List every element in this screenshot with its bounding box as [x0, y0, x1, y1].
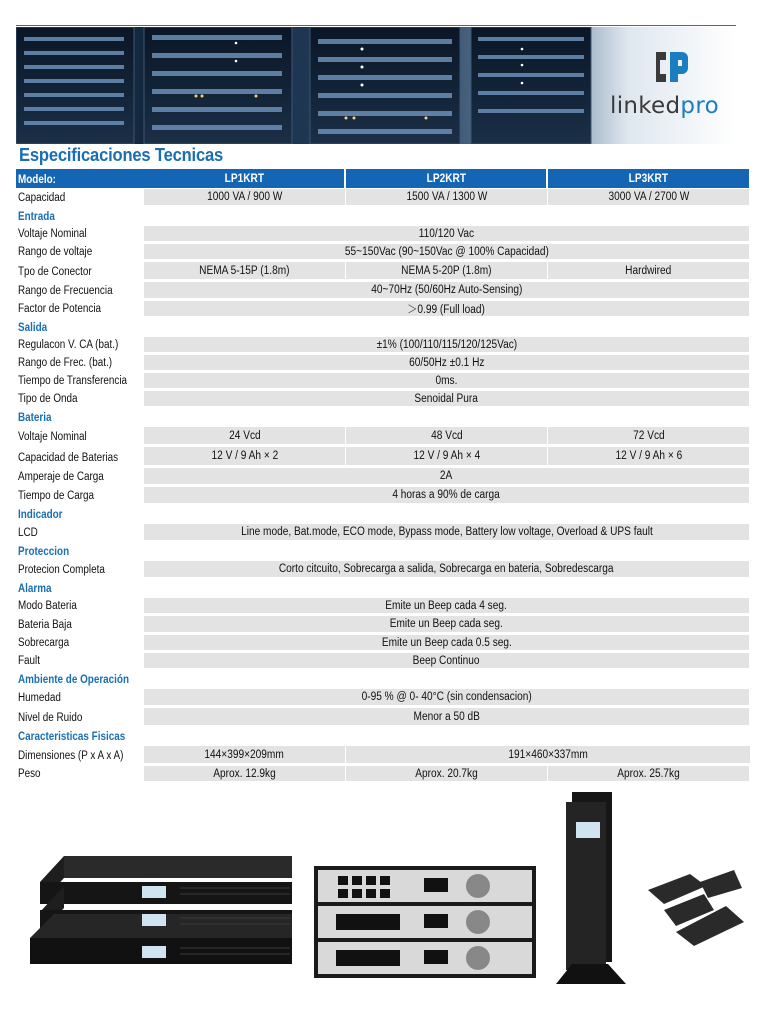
- stand-feet-image: [648, 870, 744, 946]
- section-heading: Proteccion: [18, 546, 70, 558]
- spec-value: Menor a 50 dB: [144, 708, 749, 725]
- spec-row-tiempo-de-transferencia: [16, 372, 749, 390]
- spec-value: NEMA 5-20P (1.8m): [346, 262, 547, 279]
- spec-value: 3000 VA / 2700 W: [548, 189, 749, 205]
- spec-row-humedad: [16, 688, 749, 707]
- tower-ups-image: [556, 792, 626, 984]
- spec-row-rango-de-voltaje: [16, 243, 749, 261]
- spec-label: Tipo de Onda: [18, 393, 78, 405]
- spec-label: Protecion Completa: [18, 564, 105, 576]
- product-images: [0, 790, 768, 990]
- spec-value: 2A: [144, 468, 749, 484]
- spec-value: 191×460×337mm: [346, 746, 750, 763]
- spec-row-lcd: [16, 523, 749, 542]
- spec-value: 1500 VA / 1300 W: [346, 189, 547, 205]
- spec-label: Nivel de Ruido: [18, 712, 83, 724]
- spec-row-dimensiones-p-x-a-x-a: [16, 745, 749, 765]
- rack-ups-stack-image: [30, 856, 292, 964]
- spec-value: 12 V / 9 Ah × 4: [346, 447, 547, 465]
- spec-label: Factor de Potencia: [18, 303, 102, 315]
- spec-row-sobrecarga: [16, 634, 749, 652]
- spec-value: 4 horas a 90% de carga: [144, 487, 749, 503]
- section-caracteristicas-fisicas: [16, 727, 749, 745]
- section-entrada: [16, 207, 749, 225]
- spec-row-fault: [16, 652, 749, 670]
- spec-label: Tiempo de Transferencia: [18, 375, 128, 387]
- spec-value: 144×399×209mm: [144, 746, 345, 763]
- spec-value: Emite un Beep cada 0.5 seg.: [144, 635, 749, 650]
- spec-row-peso: [16, 765, 749, 783]
- spec-row-factor-de-potencia: [16, 300, 749, 318]
- spec-row-amperaje-de-carga: [16, 467, 749, 486]
- logo-wordmark: linkedpro: [610, 93, 719, 119]
- section-heading: Alarma: [18, 583, 52, 595]
- spec-label: Sobrecarga: [18, 637, 70, 649]
- header-label: Modelo:: [18, 174, 56, 186]
- page-title: Especificaciones Tecnicas: [19, 145, 224, 165]
- spec-value: 60/50Hz ±0.1 Hz: [144, 355, 749, 370]
- spec-row-tipo-de-onda: [16, 390, 749, 408]
- spec-header-row: [16, 169, 749, 188]
- spec-label: Rango de voltaje: [18, 246, 93, 258]
- spec-row-regulacon-v-ca-bat: [16, 336, 749, 354]
- section-indicador: [16, 505, 749, 523]
- spec-label: Dimensiones (P x A x A): [18, 750, 124, 762]
- spec-label: Amperaje de Carga: [18, 471, 104, 483]
- spec-label: Humedad: [18, 692, 61, 704]
- spec-value: 72 Vcd: [548, 427, 749, 444]
- header-separator: [344, 169, 346, 188]
- spec-value: 24 Vcd: [144, 427, 345, 444]
- spec-row-voltaje-nominal: [16, 426, 749, 446]
- model-header-lp3krt: LP3KRT: [548, 169, 749, 188]
- spec-row-voltaje-nominal: [16, 225, 749, 243]
- spec-value: Aprox. 12.9kg: [144, 766, 345, 781]
- spec-row-rango-de-frec-bat: [16, 354, 749, 372]
- spec-value: Hardwired: [548, 262, 749, 279]
- spec-row-bateria-baja: [16, 615, 749, 634]
- spec-label: Bateria Baja: [18, 619, 72, 631]
- section-heading: Salida: [18, 322, 48, 334]
- spec-value: Aprox. 25.7kg: [548, 766, 749, 781]
- spec-value: Senoidal Pura: [144, 391, 749, 406]
- spec-value: 48 Vcd: [346, 427, 547, 444]
- spec-label: Voltaje Nominal: [18, 228, 87, 240]
- spec-value: 0ms.: [144, 373, 749, 388]
- spec-row-rango-de-frecuencia: [16, 281, 749, 300]
- spec-table: [16, 169, 749, 783]
- spec-value: ＞0.99 (Full load): [144, 301, 749, 316]
- spec-label: Peso: [18, 768, 41, 780]
- spec-label: Tpo de Conector: [18, 266, 92, 278]
- spec-label: Modo Bateria: [18, 600, 77, 612]
- spec-value: 12 V / 9 Ah × 2: [144, 447, 345, 465]
- spec-label: LCD: [18, 527, 38, 539]
- spec-value: 0-95 % @ 0- 40°C (sin condensacion): [144, 689, 749, 705]
- spec-value: Beep Continuo: [144, 653, 749, 668]
- spec-row-modo-bateria: [16, 597, 749, 615]
- spec-row-nivel-de-ruido: [16, 707, 749, 727]
- section-ambiente-de-operacion: [16, 670, 749, 688]
- spec-value: 40~70Hz (50/60Hz Auto-Sensing): [144, 282, 749, 298]
- spec-value: NEMA 5-15P (1.8m): [144, 262, 345, 279]
- spec-value: Emite un Beep cada seg.: [144, 616, 749, 632]
- spec-value: ±1% (100/110/115/120/125Vac): [144, 337, 749, 352]
- spec-label: Rango de Frecuencia: [18, 285, 113, 297]
- spec-value: 1000 VA / 900 W: [144, 189, 345, 205]
- section-proteccion: [16, 542, 749, 560]
- spec-value: Aprox. 20.7kg: [346, 766, 547, 781]
- section-heading: Caracteristicas Fisicas: [18, 731, 126, 743]
- section-heading: Indicador: [18, 509, 63, 521]
- spec-value: 55~150Vac (90~150Vac @ 100% Capacidad): [144, 244, 749, 259]
- section-alarma: [16, 579, 749, 597]
- spec-row-capacidad-de-baterias: [16, 446, 749, 467]
- top-rule: [16, 25, 736, 26]
- model-header-lp2krt: LP2KRT: [346, 169, 547, 188]
- spec-value: Emite un Beep cada 4 seg.: [144, 598, 749, 613]
- spec-row-tpo-de-conector: [16, 261, 749, 281]
- spec-label: Voltaje Nominal: [18, 431, 87, 443]
- section-salida: [16, 318, 749, 336]
- spec-label: Capacidad: [18, 192, 66, 204]
- spec-row-protecion-completa: [16, 560, 749, 579]
- spec-row-capacidad: [16, 188, 749, 207]
- spec-label: Regulacon V. CA (bat.): [18, 339, 119, 351]
- spec-label: Tiempo de Carga: [18, 490, 95, 502]
- section-bateria: [16, 408, 749, 426]
- spec-label: Fault: [18, 655, 40, 667]
- section-heading: Ambiente de Operación: [18, 674, 130, 686]
- section-heading: Entrada: [18, 211, 55, 223]
- spec-value: Corto citcuito, Sobrecarga a salida, Sobrecarga en bateria, Sobredescarga: [144, 561, 749, 577]
- section-heading: Bateria: [18, 412, 52, 424]
- spec-label: Rango de Frec. (bat.): [18, 357, 113, 369]
- spec-label: Capacidad de Baterias: [18, 452, 119, 464]
- spec-row-tiempo-de-carga: [16, 486, 749, 505]
- spec-value: Line mode, Bat.mode, ECO mode, Bypass mode, Battery low voltage, Overload & UPS fault: [144, 524, 749, 540]
- spec-value: 110/120 Vac: [144, 226, 749, 241]
- header-separator: [546, 169, 548, 188]
- model-header-lp1krt: LP1KRT: [144, 169, 345, 188]
- rear-panel-image: [314, 866, 536, 978]
- spec-value: 12 V / 9 Ah × 6: [548, 447, 749, 465]
